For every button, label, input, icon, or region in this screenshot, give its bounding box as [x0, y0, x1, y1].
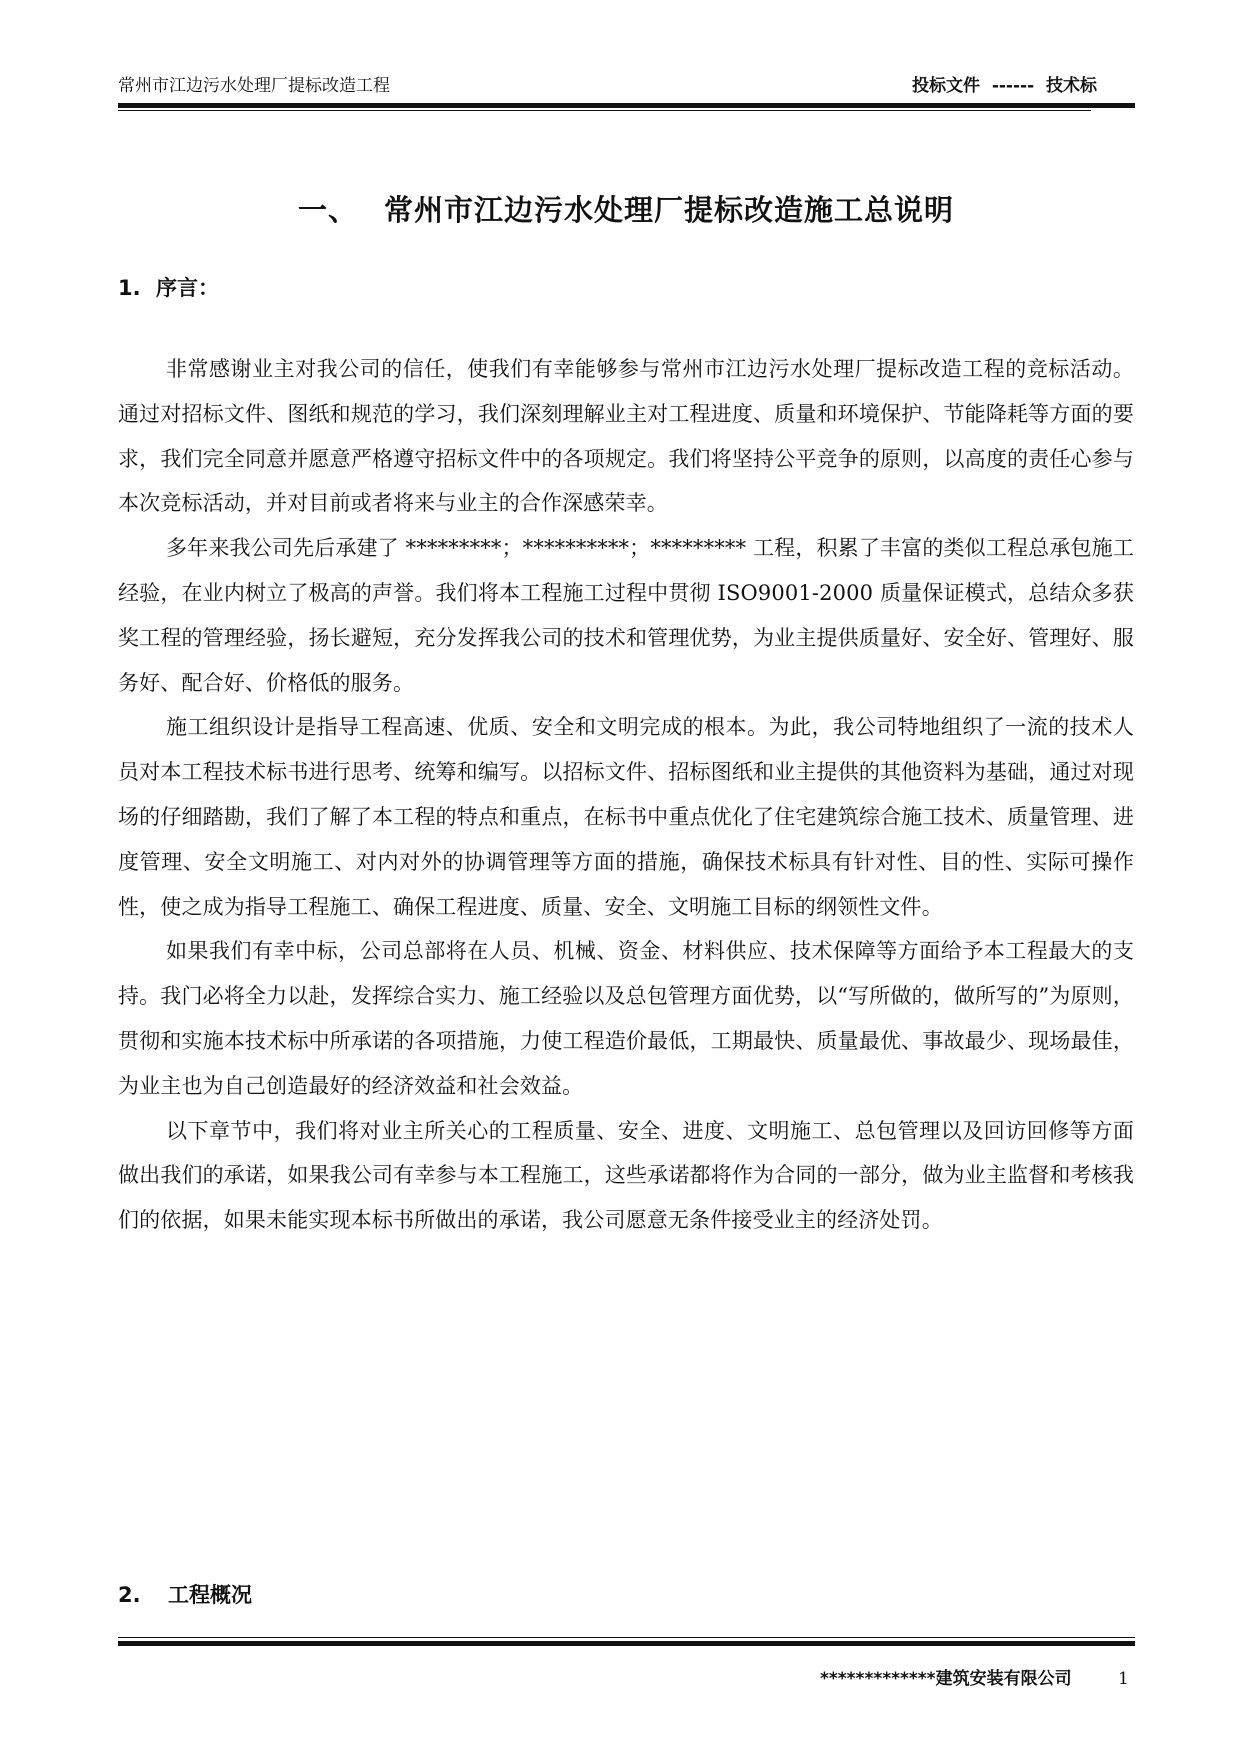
page-title — [118, 188, 1134, 232]
paragraph-preface-5: 以下章节中，我们将对业主所关心的工程质量、安全、进度、文明施工、总包管理以及回访回修等方面做出我们的承诺，如果我公司有幸参与本工程施工，这些承诺都将作为合同的一部分，做为业主监督和考核我们的依据，如果未能实现本标书所做出的承诺，我公司愿意无条件接受业主的经济处罚。 — [118, 1118, 1134, 1233]
section-title: 序言： — [156, 276, 219, 300]
section-heading-preface — [118, 268, 219, 308]
footer-company-name: *************建筑安装有限公司 — [820, 1669, 1072, 1689]
footer-rule-thick — [118, 1641, 1135, 1646]
paragraph-preface-3: 施工组织设计是指导工程高速、优质、安全和文明完成的根本。为此，我公司特地组织了一流的技术人员对本工程技术标书进行思考、统筹和编写。以招标文件、招标图纸和业主提供的其他资料为基础，通过对现场的仔细踏勘，我们了解了本工程的特点和重点，在标书中重点优化了住宅建筑综合施工技术、质量管理、进度管理、安全文明施工、对内对外的协调管理等方面的措施，确保技术标具有针对性、目的性、实际可操作性，使之成为指导工程施工、确保工程进度、质量、安全、文明施工目标的纲领性文件。 — [118, 715, 1134, 919]
paragraph-preface-1: 非常感谢业主对我公司的信任，使我们有幸能够参与常州市江边污水处理厂提标改造工程的竞标活动。通过对招标文件、图纸和规范的学习，我们深刻理解业主对工程进度、质量和环境保护、节能降耗等方面的要求，我们完全同意并愿意严格遵守招标文件中的各项规定。我们将坚持公平竞争的原则，以高度的责任心参与本次竞标活动，并对目前或者将来与业主的合作深感荣幸。 — [118, 357, 1134, 516]
footer-page-number: 1 — [1118, 1669, 1129, 1689]
header-rule-thick — [118, 103, 1135, 108]
section-number: 2. — [118, 1583, 141, 1607]
header-document-type: 投标文件 ------ 技术标 — [911, 76, 1097, 96]
section-title: 工程概况 — [168, 1583, 252, 1607]
paragraph-preface-2: 多年来我公司先后承建了 *********；**********；********* 工程，积累了丰富的类似工程总承包施工经验，在业内树立了极高的声誉。我们将本工程施工过程中贯彻 ISO9001-2000 质量保证模式，总结众多获奖工程的管理经验，扬长避短，充分发挥我公司的技术和管理优势，为业主提供质量好、安全好、管理好、服务好、配合好、价格低的服务。 — [118, 536, 1134, 695]
header-project-name: 常州市江边污水处理厂提标改造工程 — [118, 76, 390, 96]
section-number: 1. — [118, 276, 141, 300]
page-title-text: 常州市江边污水处理厂提标改造施工总说明 — [384, 193, 955, 227]
header-rule-thin — [118, 110, 1091, 111]
footer-rule-thin — [118, 1637, 1135, 1638]
section-heading-project-overview — [118, 1575, 252, 1615]
page-title-number: 一、 — [297, 193, 358, 227]
page-header — [118, 72, 1134, 100]
body-text — [118, 347, 1134, 1243]
paragraph-preface-4: 如果我们有幸中标，公司总部将在人员、机械、资金、材料供应、技术保障等方面给予本工程最大的支持。我门必将全力以赴，发挥综合实力、施工经验以及总包管理方面优势，以“写所做的，做所写的”为原则，贯彻和实施本技术标中所承诺的各项措施，力使工程造价最低，工期最快、质量最优、事故最少、现场最佳，为业主也为自己创造最好的经济效益和社会效益。 — [118, 939, 1134, 1098]
